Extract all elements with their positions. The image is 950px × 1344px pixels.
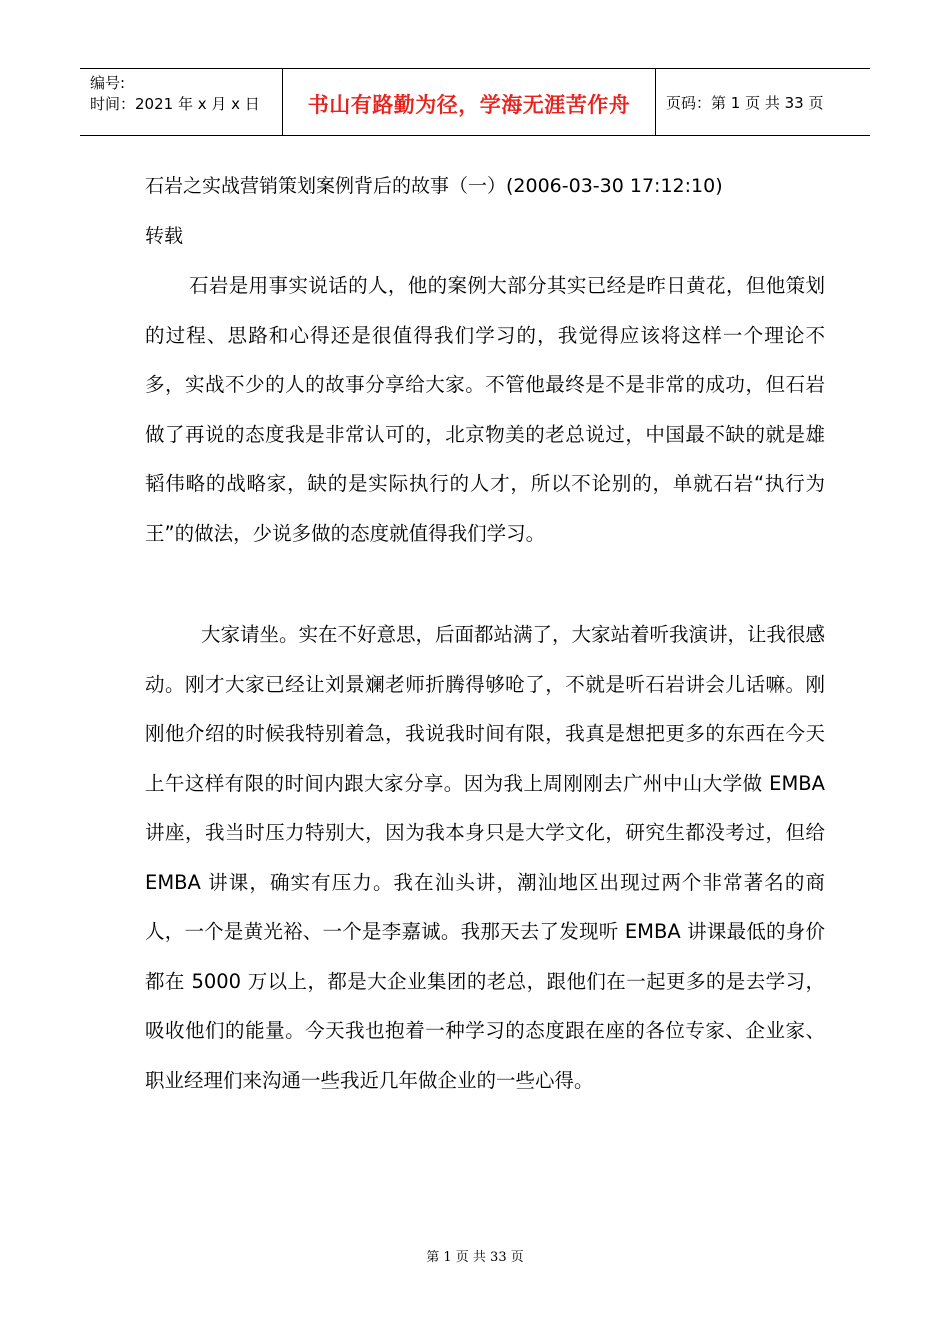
article-subtitle: 转载 (145, 225, 184, 247)
article-paragraph-speech: 大家请坐。实在不好意思，后面都站满了，大家站着听我演讲，让我很感动。刚才大家已经让刘景斓老师折腾得够呛了，不就是听石岩讲会儿话嘛。刚刚他介绍的时候我特别着急，我说我时间有限，我真是想把更多的东西在今天上午这样有限的时间内跟大家分享。因为我上周刚刚去广州中山大学做 EMBA 讲座，我当时压力特别大，因为我本身只是大学文化，研究生都没考过，但给 EMBA 讲课，确实有压力。我在汕头讲，潮汕地区出现过两个非常著名的商人，一个是黄光裕、一个是李嘉诚。我那天去了发现听 EMBA 讲课最低的身价都在 5000 万以上，都是大企业集团的老总，跟他们在一起更多的是去学习，吸收他们的能量。今天我也抱着一种学习的态度跟在座的各位专家、企业家、职业经理们来沟通一些我近几年做企业的一些心得。 (145, 623, 826, 1092)
article-title: 石岩之实战营销策划案例背后的故事（一）(2006-03-30 17:12:10) (145, 175, 723, 197)
header-motto-cell (282, 69, 656, 135)
header-motto: 书山有路勤为径，学海无涯苦作舟 (307, 93, 631, 117)
document-number-label: 编号: (90, 74, 126, 92)
header-meta-cell (80, 69, 282, 135)
document-header (80, 68, 870, 136)
page-footer: 第 1 页 共 33 页 (426, 1250, 524, 1265)
article-paragraph-intro: 石岩是用事实说话的人，他的案例大部分其实已经是昨日黄花，但他策划的过程、思路和心得还是很值得我们学习的，我觉得应该将这样一个理论不多，实战不少的人的故事分享给大家。不管他最终是不是非常的成功，但石岩做了再说的态度我是非常认可的，北京物美的老总说过，中国最不缺的就是雄韬伟略的战略家，缺的是实际执行的人才，所以不论别的，单就石岩“执行为王”的做法，少说多做的态度就值得我们学习。 (145, 274, 825, 545)
header-page-cell (656, 69, 870, 135)
header-page-code: 页码：第 1 页 共 33 页 (666, 93, 824, 112)
document-date: 时间：2021 年 x 月 x 日 (90, 95, 260, 113)
